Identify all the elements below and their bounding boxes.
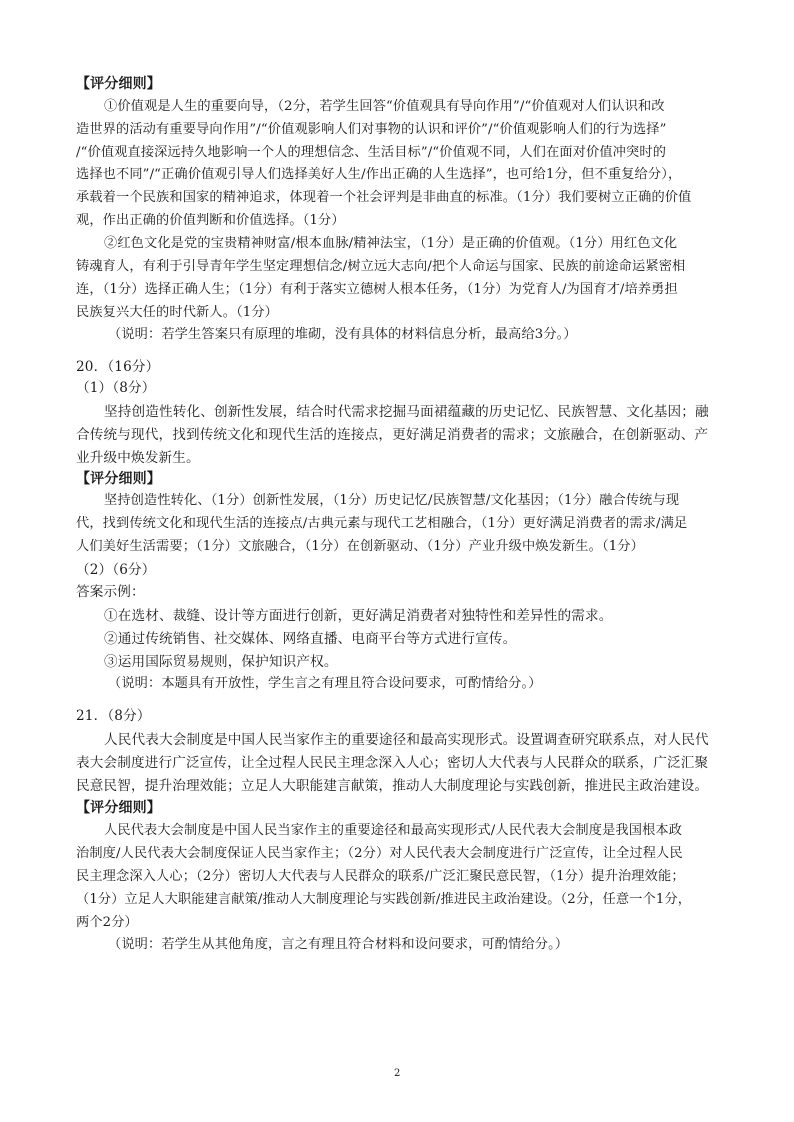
note-text: （说明：若学生从其他角度，言之有理且符合材料和设问要求，可酌情给分。） xyxy=(108,937,569,952)
section-heading: 【评分细则】 xyxy=(76,76,161,92)
rule-line: 坚持创造性转化、（1分）创新性发展，（1分）历史记忆/民族智慧/文化基因；（1分）融合传统与现 xyxy=(104,493,680,508)
rule-line: 两个2分） xyxy=(76,915,138,930)
answer-line: 合传统与现代，找到传统文化和现代生活的连接点，更好满足消费者的需求；文旅融合，在创新驱动、产 xyxy=(76,427,709,443)
answer-line: 坚持创造性转化、创新性发展，结合时代需求挖掘马面裙蕴藏的历史记忆、民族智慧、文化基因；融 xyxy=(104,404,709,420)
rule-line: 铸魂育人，有利于引导青年学生坚定理想信念/树立远大志向/把个人命运与国家、民族的前途命运紧密相 xyxy=(76,259,686,274)
rule-line: 人们美好生活需要；（1分）文旅融合，（1分）在创新驱动、（1分）产业升级中焕发新生。（1分） xyxy=(76,539,644,554)
rule-line: /“价值观直接深远持久地影响一个人的理想信念、生活目标”/“价值观不同，人们在面对价值冲突时的 xyxy=(76,145,667,160)
example-heading: 答案示例： xyxy=(76,584,145,600)
rule-line: 造世界的活动有重要导向作用”/“价值观影响人们对事物的认识和评价”/“价值观影响人们的行为选择” xyxy=(76,122,667,137)
note-text: （说明：本题具有开放性，学生言之有理且符合设问要求，可酌情给分。） xyxy=(108,676,542,691)
rule-line: （1分）立足人大职能建言献策/推动人大制度理论与实践创新/推进民主政治建设。（2分，任意一个1分， xyxy=(76,892,692,907)
page-number: 2 xyxy=(394,1068,401,1079)
answer-line: 人民代表大会制度是中国人民当家作主的重要途径和最高实现形式。设置调查研究联系点，对人民代 xyxy=(104,732,709,748)
part-label: （2）（6分） xyxy=(76,562,156,578)
answer-line: 业升级中焕发新生。 xyxy=(76,450,200,466)
answer-line: 民意民智，提升治理效能；立足人大职能建言献策，推动人大制度理论与实践创新，推进民主政治建设。 xyxy=(76,778,709,794)
rule-line: 治制度/人民代表大会制度保证人民当家作主；（2分）对人民代表大会制度进行广泛宣传，让全过程人民 xyxy=(76,846,683,861)
part-label: （1）（8分） xyxy=(76,380,156,396)
section-heading: 【评分细则】 xyxy=(76,471,161,487)
example-item: ②通过传统销售、社交媒体、网络直播、电商平台等方式进行宣传。 xyxy=(104,631,517,647)
example-item: ①在选材、裁缝、设计等方面进行创新，更好满足消费者对独特性和差异性的需求。 xyxy=(104,608,613,624)
rule-line: 承载着一个民族和国家的精神追求，体现着一个社会评判是非曲直的标准。（1分）我们要树立正确的价值 xyxy=(76,190,692,205)
answer-line: 表大会制度进行广泛宣传，让全过程人民民主理念深入人心；密切人大代表与人民群众的联系，广泛汇聚 xyxy=(76,755,709,771)
rule-line: 民族复兴大任的时代新人。（1分） xyxy=(76,305,279,320)
rule-line: 观，作出正确的价值判断和价值选择。（1分） xyxy=(76,213,345,228)
example-item: ③运用国际贸易规则，保护知识产权。 xyxy=(104,654,338,670)
rule-line: 连，（1分）选择正确人生；（1分）有利于落实立德树人根本任务，（1分）为党育人/为国育才/培养勇担 xyxy=(76,282,678,297)
question-number: 21．（8分） xyxy=(76,708,151,724)
rule-line: 选择也不同”/“正确价值观引导人们选择美好人生/作出正确的人生选择”，也可给1分，但不重复给分）， xyxy=(76,167,682,182)
note-text: （说明：若学生答案只有原理的堆砌，没有具体的材料信息分析，最高给3分。） xyxy=(108,327,577,342)
section-heading: 【评分细则】 xyxy=(76,800,161,816)
rule-line: 代，找到传统文化和现代生活的连接点/古典元素与现代工艺相融合，（1分）更好满足消费者的需求/满足 xyxy=(76,516,688,531)
rule-line: ①价值观是人生的重要向导，（2分，若学生回答“价值观具有导向作用”/“价值观对人们认识和改 xyxy=(104,99,665,114)
rule-line: 人民代表大会制度是中国人民当家作主的重要途径和最高实现形式/人民代表大会制度是我国根本政 xyxy=(104,823,683,838)
question-number: 20．（16分） xyxy=(76,359,160,375)
rule-line: 民主理念深入人心；（2分）密切人大代表与人民群众的联系/广泛汇聚民意民智，（1分）提升治理效能； xyxy=(76,869,685,884)
rule-line: ②红色文化是党的宝贵精神财富/根本血脉/精神法宝，（1分）是正确的价值观。（1分）用红色文化 xyxy=(104,236,678,251)
